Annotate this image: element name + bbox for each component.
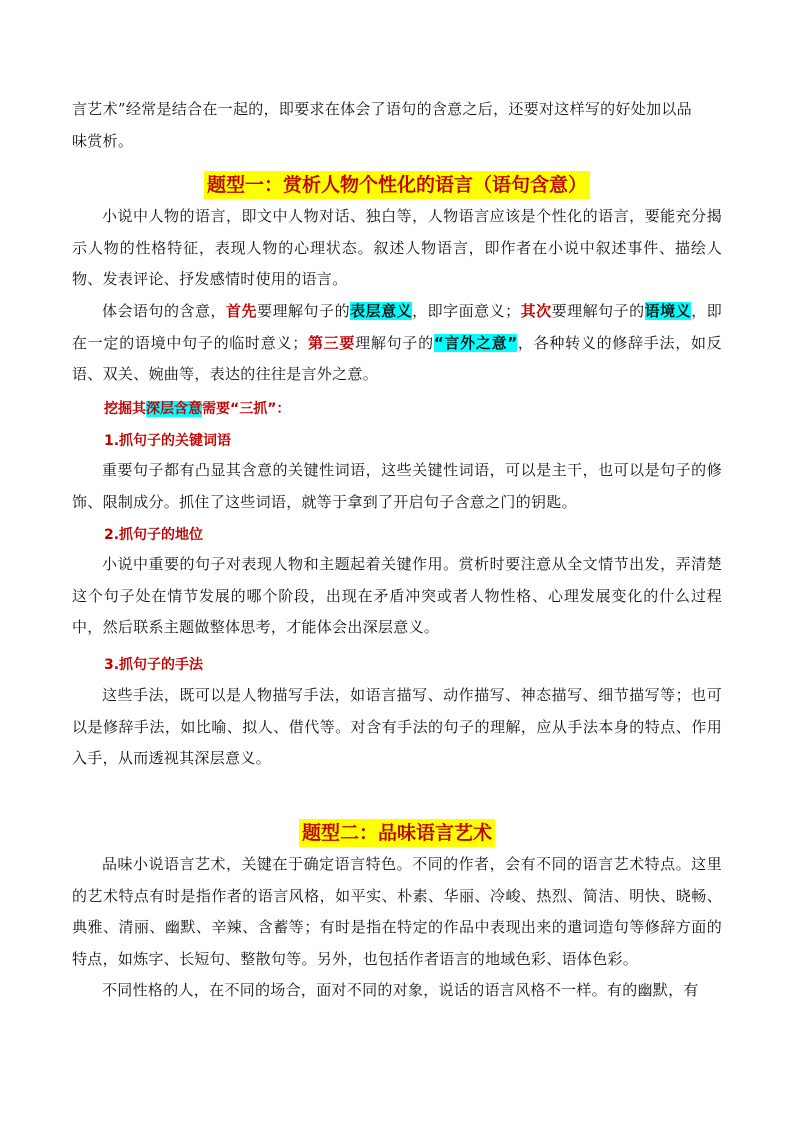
para2-text-7: ，各种转义的修辞手法，如反语、双关、婉曲等，表达的往往是言外之意。 [72,333,722,383]
item1-title: 1.抓句子的关键词语 [104,433,232,449]
section2-paragraph-2: 不同性格的人，在不同的场合，面对不同的对象，说话的语言风格不一样。有的幽默，有 [102,981,699,999]
intro-line-2: 味赏析。 [72,131,134,150]
section1-heading [0,170,794,197]
para2-text-4: 要理解句子的 [551,302,645,320]
para2-text-2: 要理解句子的 [257,302,351,320]
para2-text-3: ，即字面意义； [412,302,521,320]
section2-title: 题型二：品味语言艺术 [299,819,495,847]
item2-text: 小说中重要的句子对表现人物和主题起着关键作用。赏析时要注意从全文情节出发，弄清楚这个句子处在情节发展的哪个阶段，出现在矛盾冲突或者人物性格、心理发展变化的什么过程中，然后联系主题做整体思考，才能体会出深层意义。 [72,555,722,636]
para2-text-5: ，即在一定的语境中句子的临时意义； [72,302,722,352]
item1-text: 重要句子都有凸显其含意的关键性词语，这些关键性词语，可以是主干，也可以是句子的修饰、限制成分。抓住了这些词语，就等于拿到了开启句子含意之门的钥匙。 [72,461,722,511]
keyword-second: 其次 [520,302,552,320]
dig-highlight: 深层含意 [146,401,202,417]
item2-title: 2.抓句子的地位 [104,527,204,543]
section2-paragraph-1: 品味小说语言艺术，关键在于确定语言特色。不同的作者，会有不同的语言艺术特点。这里的艺术特点有时是指作者的语言风格，如平实、朴素、华丽、冷峻、热烈、简洁、明快、晓畅、典雅、清丽、幽默、辛辣、含蓄等；有时是指在特定的作品中表现出来的遣词造句等修辞方面的特点，如炼字、长短句、整散句等。另外，也包括作者语言的地域色彩、语体色彩。 [72,855,722,968]
section1-paragraph-1: 小说中人物的语言，即文中人物对话、独白等，人物语言应该是个性化的语言，要能充分揭示人物的性格特征，表现人物的心理状态。叙述人物语言，即作者在小说中叙述事件、描绘人物、发表评论、抒发感情时使用的语言。 [72,207,722,288]
keyword-third: 第三要 [307,333,356,352]
para2-text-1: 体会语句的含意， [102,302,227,320]
para2-text-6: 理解句子的 [355,333,434,352]
section1-title: 题型一：赏析人物个性化的语言（语句含意） [204,171,590,199]
dig-deep-meaning-heading [104,398,290,418]
section2-heading [0,818,794,845]
keyword-first: 首先 [226,302,258,320]
highlight-surface-meaning: 表层意义 [350,302,413,320]
highlight-context-meaning: 语境义 [644,302,692,320]
dig-prefix: 挖掘其 [104,401,146,417]
item3-title: 3.抓句子的手法 [104,657,204,673]
highlight-implied-meaning: “言外之意” [433,333,518,352]
section1-paragraph-2 [72,296,722,391]
intro-line-1: 言艺术”经常是结合在一起的，即要求在体会了语句的含意之后，还要对这样写的好处加以品 [72,100,692,118]
intro-paragraph [72,94,722,157]
dig-suffix: 需要“三抓”： [202,401,291,417]
item3-text: 这些手法，既可以是人物描写手法，如语言描写、动作描写、神态描写、细节描写等；也可以是修辞手法，如比喻、拟人、借代等。对含有手法的句子的理解，应从手法本身的特点、作用入手，从而透视其深层意义。 [72,686,722,767]
